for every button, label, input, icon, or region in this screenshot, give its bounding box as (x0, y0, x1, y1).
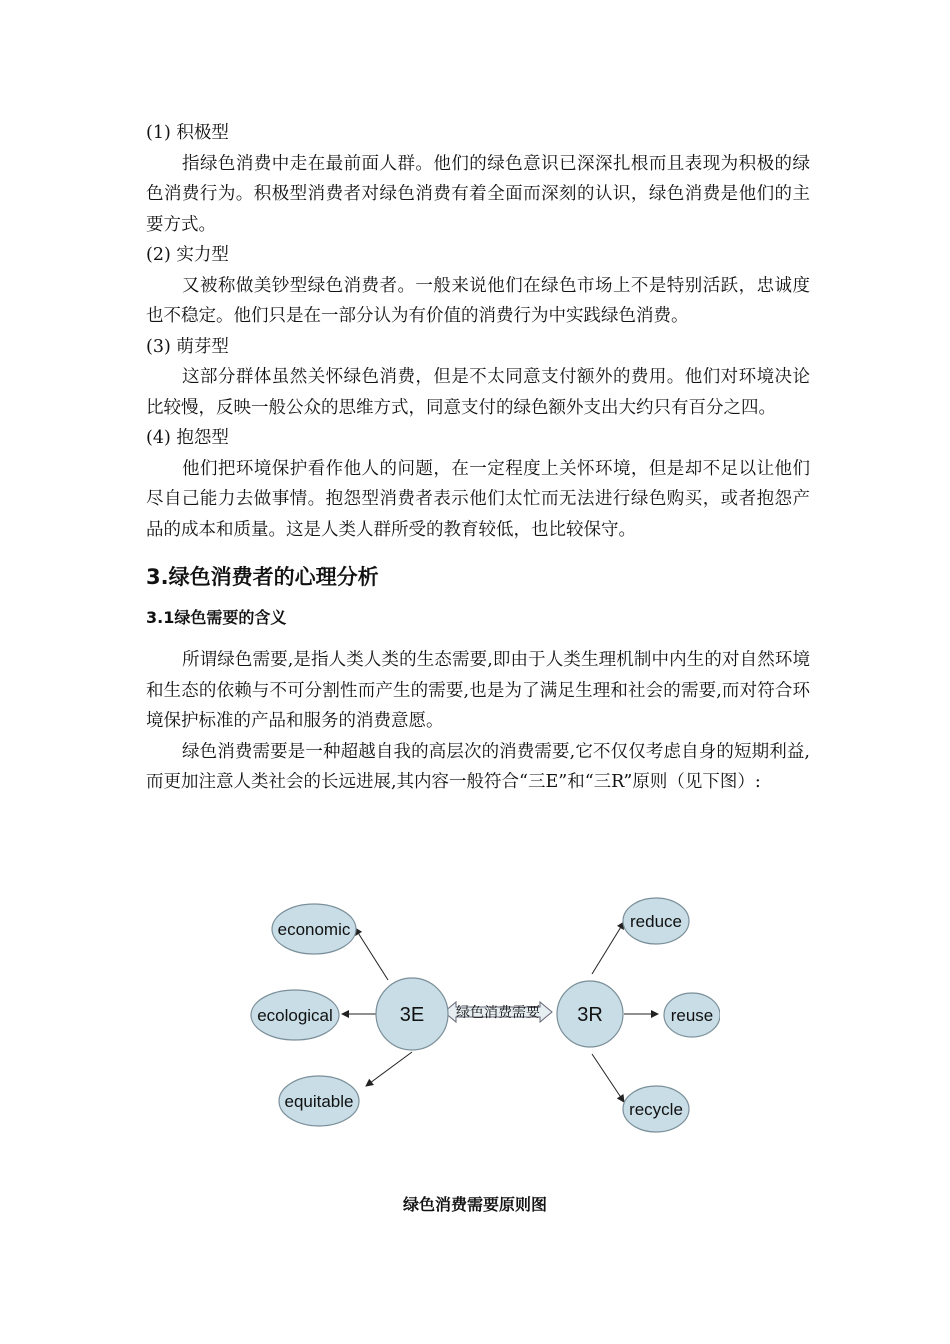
document-body (146, 118, 810, 798)
node-economic-label: economic (277, 920, 351, 939)
type2-heading: (2) 实力型 (146, 245, 229, 265)
green-need-principle-paragraph: 绿色消费需要是一种超越自我的高层次的消费需要,它不仅仅考虑自身的短期利益,而更加注意人类社会的长远进展,其内容一般符合“三E”和“三R”原则（见下图）: (146, 741, 810, 792)
arrow-3e-equitable (366, 1052, 412, 1086)
arrow-3r-recycle (592, 1054, 624, 1102)
node-ecological-label: ecological (257, 1006, 333, 1025)
node-3r-label: 3R (577, 1004, 603, 1026)
node-reuse-label: reuse (670, 1006, 714, 1025)
green-consumption-principle-diagram (240, 888, 720, 1148)
node-equitable-label: equitable (284, 1092, 354, 1111)
link-label: 绿色消费需要 (456, 1004, 540, 1020)
node-3e-label: 3E (399, 1004, 425, 1026)
section-3-1-title: 3.1绿色需要的含义 (146, 608, 287, 627)
node-recycle-label: recycle (629, 1100, 683, 1119)
type3-heading: (3) 萌芽型 (146, 336, 229, 357)
arrow-3e-economic (355, 928, 388, 980)
type4-paragraph: 他们把环境保护看作他人的问题，在一定程度上关怀环境，但是却不足以让他们尽自己能力去做事情。抱怨型消费者表示他们太忙而无法进行绿色购买，或者抱怨产品的成本和质量。这是人类人群所受的教育较低，也比较保守。 (146, 458, 810, 540)
node-reduce-label: reduce (630, 912, 682, 931)
arrow-3r-reduce (592, 922, 624, 974)
type4-heading: (4) 抱怨型 (146, 428, 229, 448)
type3-paragraph: 这部分群体虽然关怀绿色消费，但是不太同意支付额外的费用。他们对环境决论比较慢，反映一般公众的思维方式，同意支付的绿色额外支出大约只有百分之四。 (146, 367, 810, 418)
green-need-definition-paragraph: 所谓绿色需要,是指人类人类的生态需要,即由于人类生理机制中内生的对自然环境和生态的依赖与不可分割性而产生的需要,也是为了满足生理和社会的需要,而对符合环境保护标准的产品和服务的消费意愿。 (146, 650, 810, 731)
diagram-caption: 绿色消费需要原则图 (402, 1195, 547, 1214)
type1-heading: (1) 积极型 (146, 123, 229, 143)
type2-paragraph: 又被称做美钞型绿色消费者。一般来说他们在绿色市场上不是特别活跃，忠诚度也不稳定。他们只是在一部分认为有价值的消费行为中实践绿色消费。 (146, 275, 810, 326)
section-3-title: 3.绿色消费者的心理分析 (146, 565, 379, 589)
type1-paragraph: 指绿色消费中走在最前面人群。他们的绿色意识已深深扎根而且表现为积极的绿色消费行为。积极型消费者对绿色消费有着全面而深刻的认识，绿色消费是他们的主要方式。 (146, 153, 810, 235)
